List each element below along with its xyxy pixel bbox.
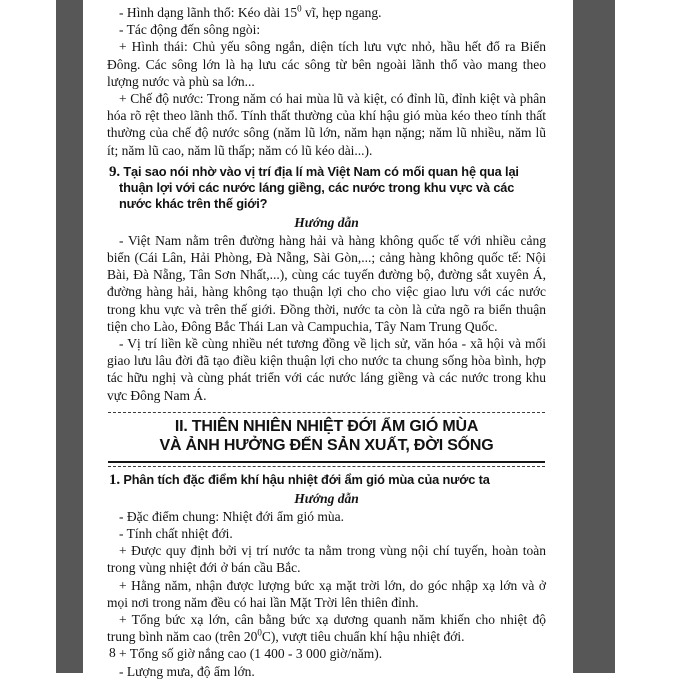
question-9-text: Tại sao nói nhờ vào vị trí địa lí mà Việt Nam có mối quan hệ qua lại thuận lợi với các nước láng giềng, các nước trong khu vực và các nước khác trên thế giới? [119, 163, 519, 211]
viewer-left-gray-strip [56, 0, 83, 673]
viewer-right-gray-strip [573, 0, 615, 673]
temperature-text: + Tổng bức xạ lớn, cân bằng bức xạ dương quanh năm khiến cho nhiệt độ trung bình năm cao (trên 20 [107, 612, 546, 645]
section-titles [108, 413, 545, 457]
answer-q1-rainfall: - Lượng mưa, độ ẩm lớn. [119, 663, 255, 679]
section-title-line-2: VÀ ẢNH HƯỞNG ĐẾN SẢN XUẤT, ĐỜI SỐNG [159, 436, 494, 454]
answer-q1-radiation: + Hằng năm, nhận được lượng bức xạ mặt trời lớn, do góc nhập xạ lớn và ở mọi nơi trong năm đều có hai lần Mặt Trời lên thiên đỉnh. [107, 577, 546, 610]
answer-q1-position: + Được quy định bởi vị trí nước ta nằm trong vùng nội chí tuyến, hoàn toàn trong vùng nhiệt đới ở bán cầu Bắc. [107, 543, 546, 576]
question-9-heading [107, 164, 546, 212]
section-title-box [108, 412, 545, 467]
section-title-line-1: II. THIÊN NHIÊN NHIỆT ĐỚI ẨM GIÓ MÙA [174, 417, 479, 435]
superscript-degree: 0 [297, 3, 302, 14]
paragraph-river-regime: + Chế độ nước: Trong năm có hai mùa lũ và kiệt, có đỉnh lũ, đỉnh kiệt và phân hóa rõ rệt theo lãnh thổ. Tính thất thường của khí hậu gió mùa kéo theo tính thất thường của chế độ nước sông (năm lũ lớn, năm hạn nặng; năm lũ nhiều, năm lũ ít; năm lũ cao, năm lũ thấp; năm có lũ kéo dài...). [107, 91, 546, 158]
page-number: 8 [109, 645, 116, 660]
superscript-degree: 0 [257, 627, 262, 638]
territory-shape-text-end: vĩ, hẹp ngang. [301, 5, 382, 20]
section-box-bottom-dashed-rule [108, 466, 545, 467]
body-line-territory-shape [107, 4, 546, 21]
huong-dan-label-q1: Hướng dẫn [294, 490, 359, 506]
temperature-text-end: C), vượt tiêu chuẩn khí hậu nhiệt đới. [261, 629, 465, 645]
answer-q9-paragraph-1: - Việt Nam nằm trên đường hàng hải và hàng không quốc tế với nhiều cảng biển (Cái Lân, Hải Phòng, Đà Nẵng, Sài Gòn,...; cảng hàng không quốc tế: Nội Bài, Đà Nẵng, Tân Sơn Nhất,...), cùng các tuyến đường bộ, đường sắt xuyên Á, đường hàng hải, hàng không tạo thuận lợi cho cho việc giao lưu với các nước trong khu vực và trên thế giới. Đồng thời, nước ta còn là cửa ngõ ra biển thuận tiện cho Lào, Đông Bắc Thái Lan và Campuchia, Tây Nam Trung Quốc. [107, 232, 546, 334]
answer-q1-sun-hours: + Tổng số giờ nắng cao (1 400 - 3 000 giờ/năm). [119, 646, 383, 662]
territory-shape-text: - Hình dạng lãnh thổ: Kéo dài 15 [119, 5, 298, 20]
question-9-number: 9. [109, 163, 120, 180]
answer-q9-paragraph-2: - Vị trí liền kề cùng nhiều nét tương đồng về lịch sử, văn hóa - xã hội và mối giao lưu lâu đời đã tạo điều kiện thuận lợi cho nước ta chung sống hòa bình, hợp tác hữu nghị và cùng phát triển với các nước láng giềng và các nước trong khu vực Đông Nam Á. [107, 336, 546, 403]
document-page [83, 0, 573, 679]
question-1-heading [107, 472, 546, 488]
question-1-text: Phân tích đặc điểm khí hậu nhiệt đới ẩm gió mùa của nước ta [119, 471, 490, 487]
answer-q1-temperature [107, 611, 546, 645]
answer-q1-general: - Đặc điểm chung: Nhiệt đới ẩm gió mùa. [119, 508, 344, 524]
answer-q1-tropical-property: - Tính chất nhiệt đới. [119, 526, 233, 542]
question-1-number: 1. [109, 471, 120, 488]
paragraph-river-morphology: + Hình thái: Chủ yếu sông ngắn, diện tích lưu vực nhỏ, hầu hết đổ ra Biển Đông. Các sông lớn là hạ lưu các sông từ bên ngoài lãnh thổ vào mang theo lượng nước và phù sa lớn... [107, 39, 546, 89]
huong-dan-label-q9: Hướng dẫn [294, 214, 359, 230]
body-line-river-impact: - Tác động đến sông ngòi: [119, 22, 261, 38]
